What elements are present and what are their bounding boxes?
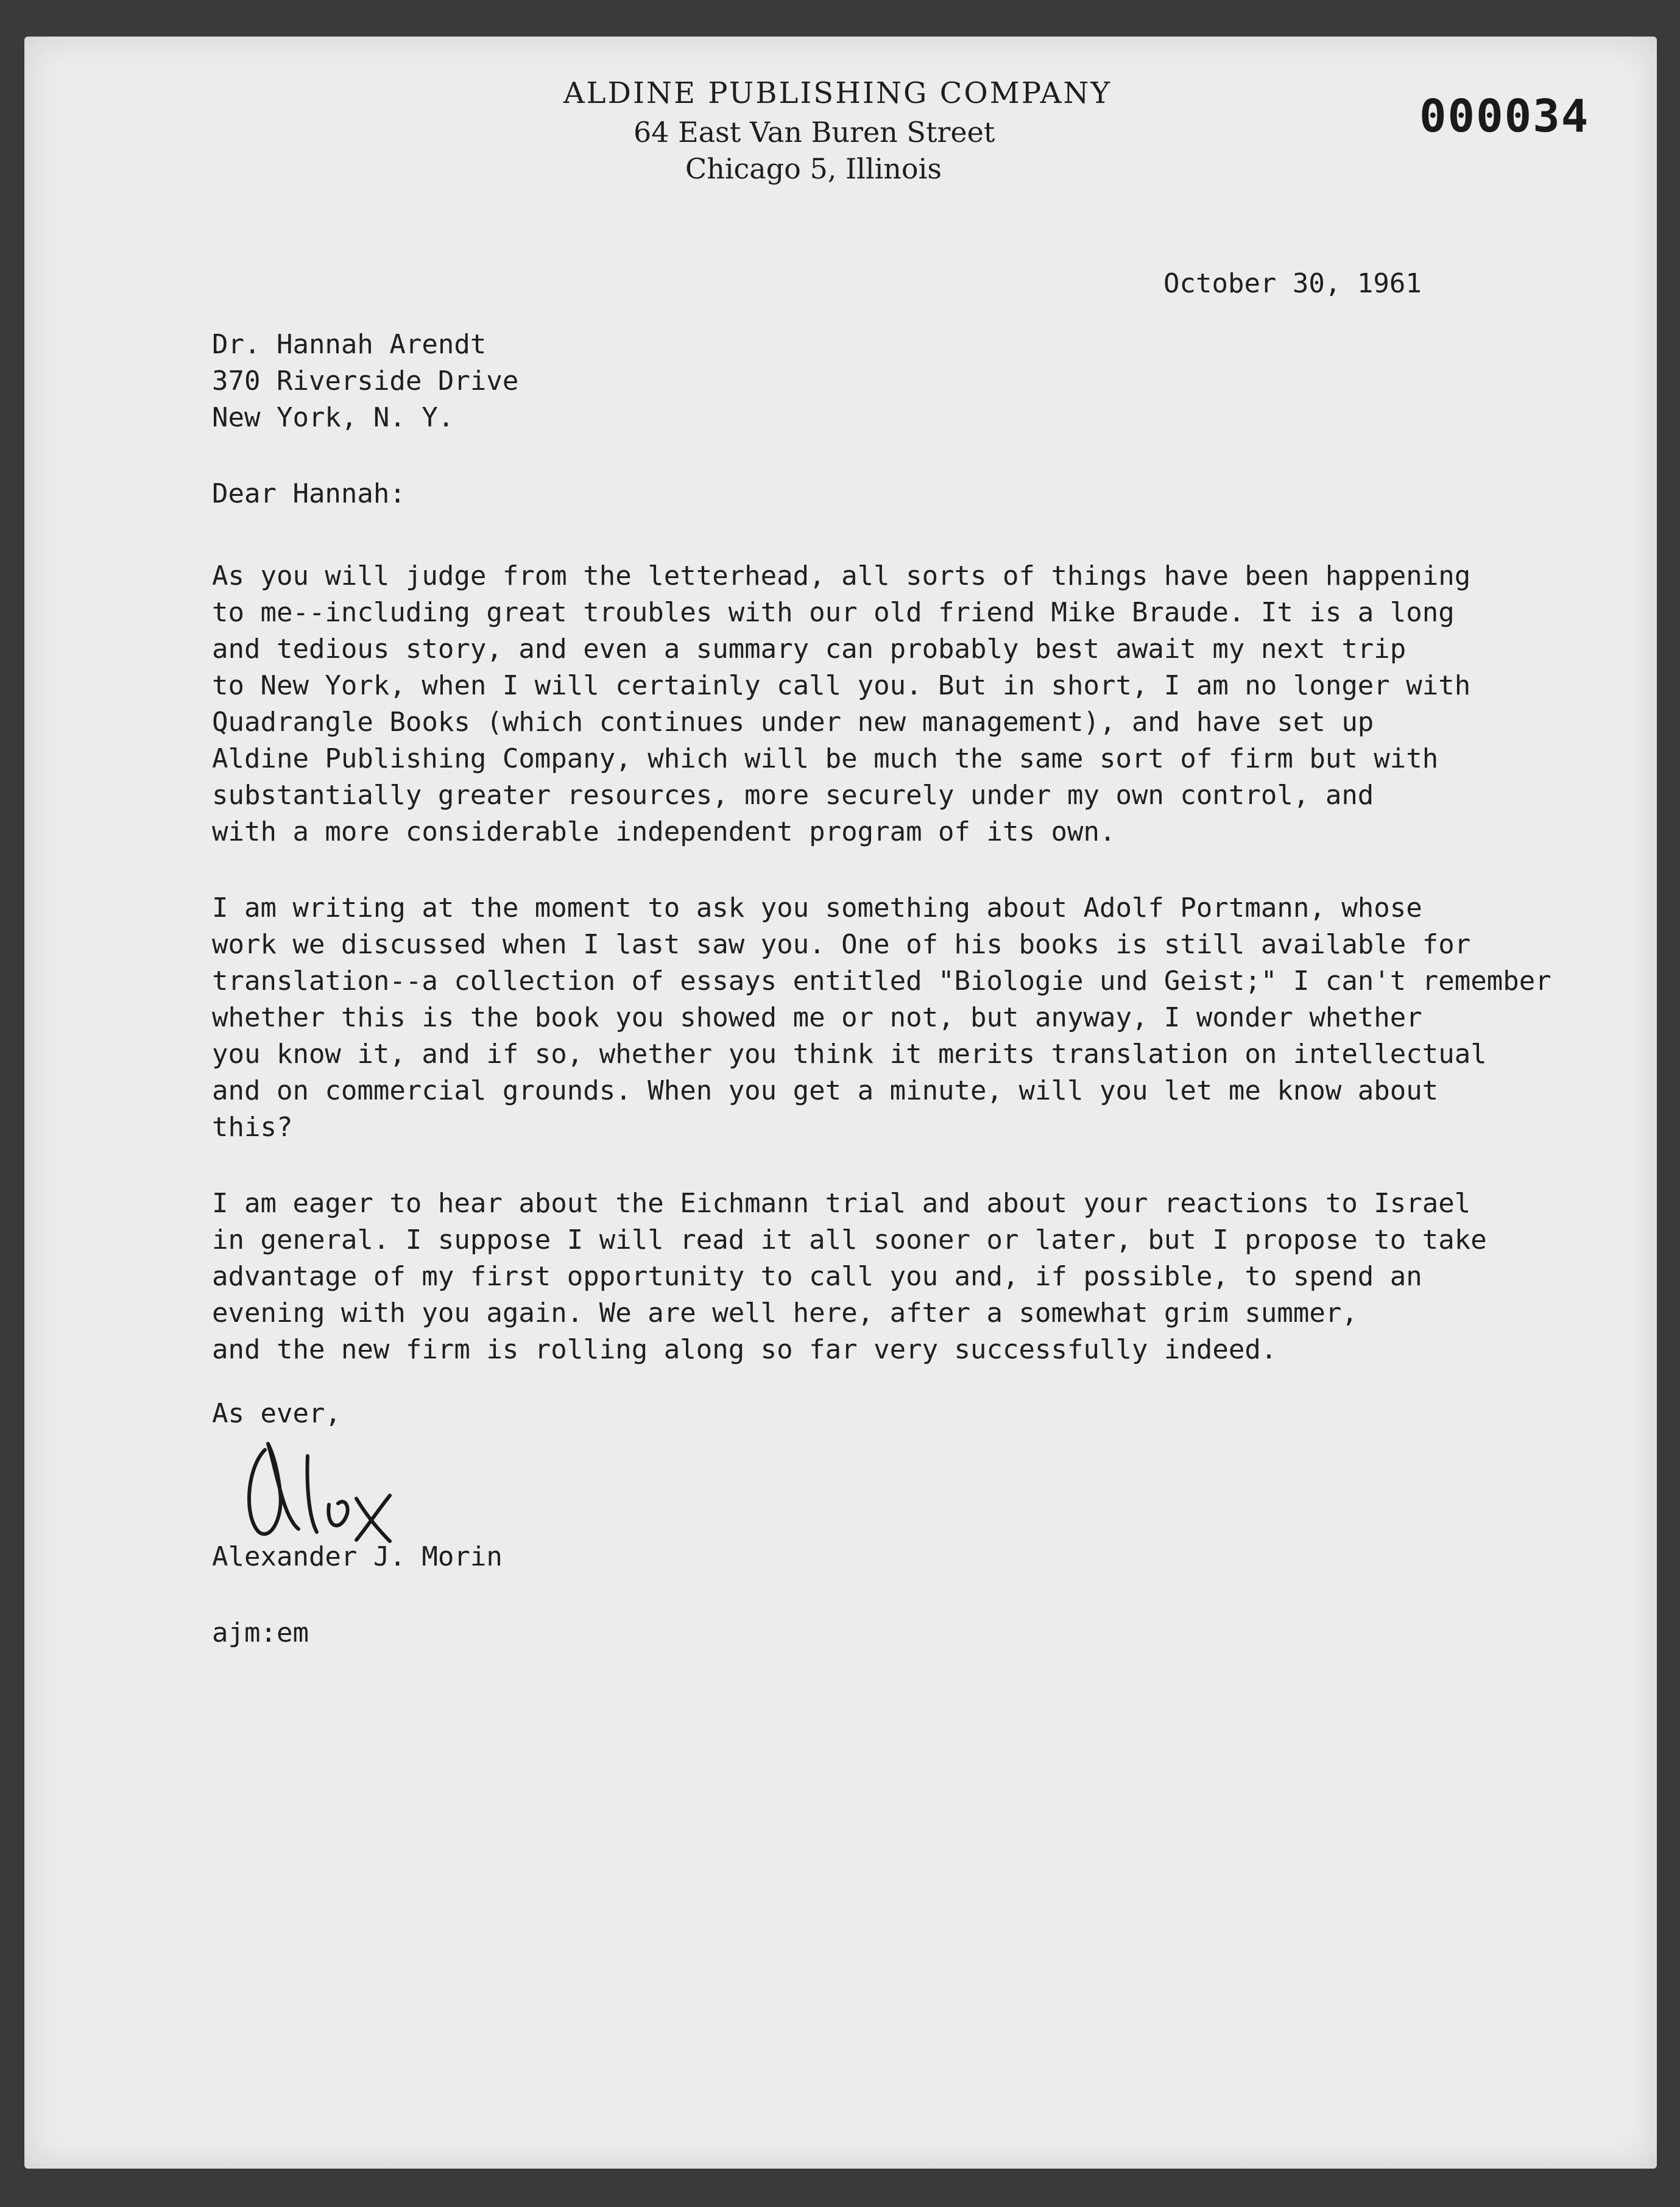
- body-line: work we discussed when I last saw you. One of his books is still available for: [212, 929, 1471, 960]
- body-line: I am eager to hear about the Eichmann trial and about your reactions to Israel: [212, 1188, 1471, 1219]
- body-line: whether this is the book you showed me or not, but anyway, I wonder whether: [212, 1002, 1422, 1033]
- body-line: substantially greater resources, more securely under my own control, and: [212, 780, 1374, 811]
- body-line: evening with you again. We are well here, after a somewhat grim summer,: [212, 1298, 1358, 1329]
- body-line: As you will judge from the letterhead, all sorts of things have been happening: [212, 560, 1471, 591]
- body-line: Quadrangle Books (which continues under new management), and have set up: [212, 707, 1374, 738]
- body-line: this?: [212, 1112, 293, 1143]
- body-line: in general. I suppose I will read it all sooner or later, but I propose to take: [212, 1224, 1487, 1255]
- document-number-stamp: 000034: [1419, 90, 1590, 143]
- body-line: advantage of my first opportunity to call you and, if possible, to spend an: [212, 1261, 1422, 1292]
- closing: As ever,: [212, 1398, 341, 1429]
- letterhead-company: ALDINE PUBLISHING COMPANY: [563, 76, 1112, 110]
- typist-initials: ajm:em: [212, 1617, 309, 1648]
- recipient-street: 370 Riverside Drive: [212, 365, 519, 397]
- recipient-name: Dr. Hannah Arendt: [212, 329, 487, 360]
- handwritten-signature: [241, 1432, 405, 1547]
- body-line: you know it, and if so, whether you think it merits translation on intellectual: [212, 1039, 1487, 1070]
- salutation: Dear Hannah:: [212, 478, 406, 509]
- letterhead-city: Chicago 5, Illinois: [685, 152, 942, 185]
- body-line: and tedious story, and even a summary can probably best await my next trip: [212, 634, 1406, 665]
- body-line: and the new firm is rolling along so far very successfully indeed.: [212, 1334, 1277, 1365]
- body-line: to New York, when I will certainly call you. But in short, I am no longer with: [212, 670, 1471, 701]
- letter-date: October 30, 1961: [1163, 268, 1422, 299]
- letterhead-street: 64 East Van Buren Street: [634, 116, 995, 149]
- body-line: and on commercial grounds. When you get a minute, will you let me know about: [212, 1075, 1439, 1106]
- body-line: I am writing at the moment to ask you something about Adolf Portmann, whose: [212, 892, 1422, 923]
- signer-name: Alexander J. Morin: [212, 1541, 503, 1572]
- body-line: translation--a collection of essays entitled "Biologie und Geist;" I can't remember: [212, 966, 1551, 997]
- body-line: Aldine Publishing Company, which will be much the same sort of firm but with: [212, 743, 1439, 774]
- recipient-city: New York, N. Y.: [212, 402, 454, 433]
- body-line: to me--including great troubles with our old friend Mike Braude. It is a long: [212, 597, 1455, 628]
- body-line: with a more considerable independent program of its own.: [212, 816, 1116, 847]
